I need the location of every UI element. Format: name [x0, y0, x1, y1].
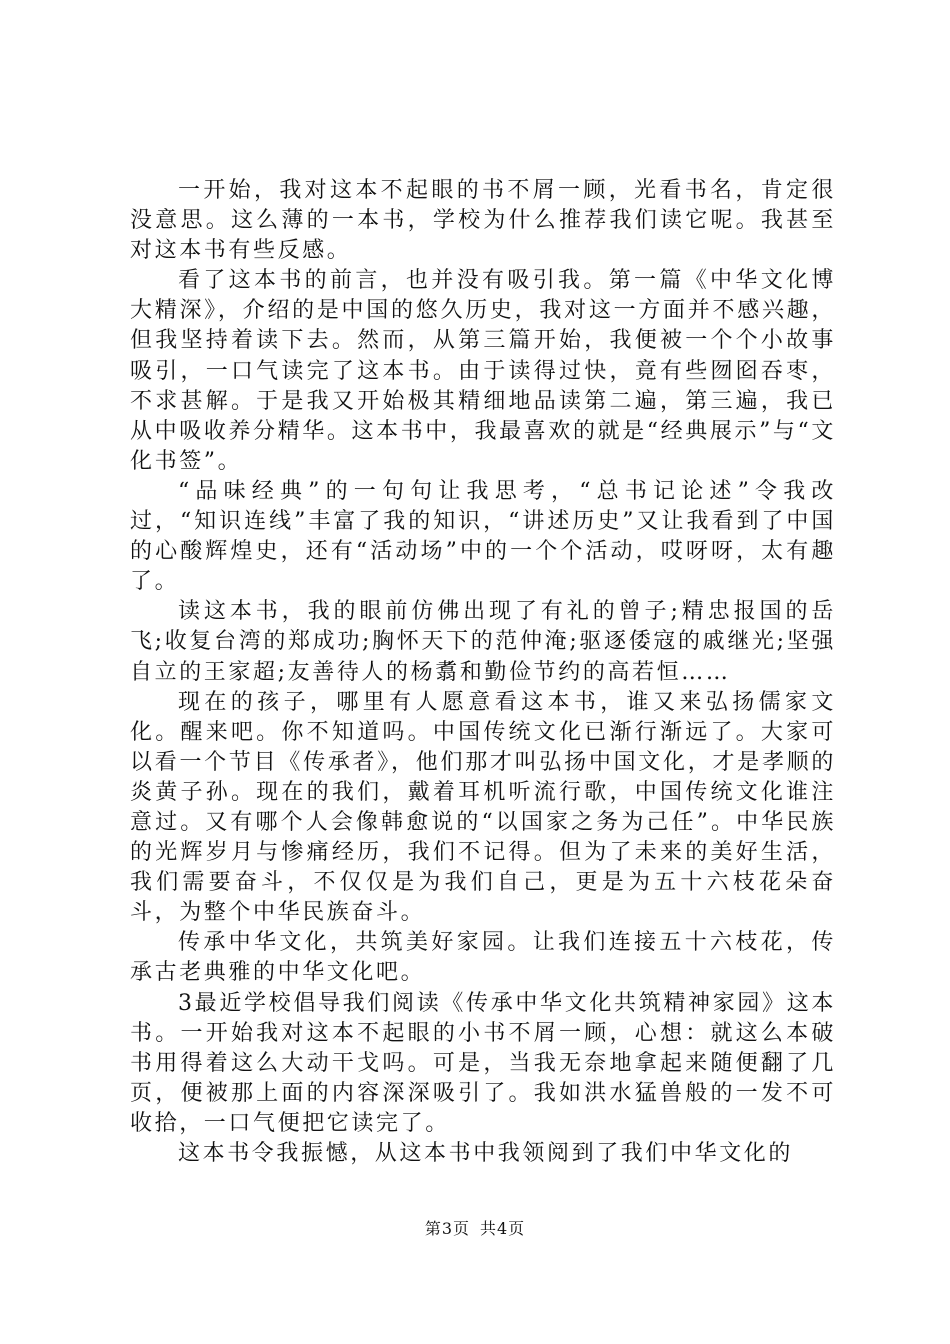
paragraph-6: 传承中华文化，共筑美好家园。让我们连接五十六枝花，传承古老典雅的中华文化吧。: [130, 930, 836, 986]
document-body: [130, 176, 836, 1169]
page-footer: [0, 1216, 950, 1239]
paragraph-8: 这本书令我振憾，从这本书中我领阅到了我们中华文化的: [178, 1141, 794, 1166]
paragraph-3: “品味经典”的一句句让我思考，“总书记论述”令我改过，“知识连线”丰富了我的知识，“讲述历史”又让我看到了中国的心酸辉煌史，还有“活动场”中的一个个活动，哎呀呀，太有趣了。: [130, 478, 836, 595]
paragraph-2: 看了这本书的前言，也并没有吸引我。第一篇《中华文化博大精深》，介绍的是中国的悠久历史，我对这一方面并不感兴趣，但我坚持着读下去。然而，从第三篇开始，我便被一个个小故事吸引，一口气读完了这本书。由于读得过快，竟有些囫囵吞枣，不求甚解。于是我又开始极其精细地品读第二遍，第三遍，我已从中吸收养分精华。这本书中，我最喜欢的就是“经典展示”与“文化书签”。: [130, 268, 836, 474]
paragraph-7: 3最近学校倡导我们阅读《传承中华文化共筑精神家园》这本书。一开始我对这本不起眼的小书不屑一顾，心想：就这么本破书用得着这么大动干戈吗。可是，当我无奈地拿起来随便翻了几页，便被那上面的内容深深吸引了。我如洪水猛兽般的一发不可收拾，一口气便把它读完了。: [130, 990, 836, 1136]
paragraph-5: 现在的孩子，哪里有人愿意看这本书，谁又来弘扬儒家文化。醒来吧。你不知道吗。中国传统文化已渐行渐远了。大家可以看一个节目《传承者》，他们那才叫弘扬中国文化，才是孝顺的炎黄子孙。现在的我们，戴着耳机听流行歌，中国传统文化谁注意过。又有哪个人会像韩愈说的“以国家之务为己任”。中华民族的光辉岁月与惨痛经历，我们不记得。但为了未来的美好生活，我们需要奋斗，不仅仅是为我们自己，更是为五十六枝花朵奋斗，为整个中华民族奋斗。: [130, 689, 836, 926]
page-total: 共4页: [480, 1219, 526, 1238]
paragraph-1: 一开始，我对这本不起眼的书不屑一顾，光看书名，肯定很没意思。这么薄的一本书，学校为什么推荐我们读它呢。我甚至对这本书有些反感。: [130, 178, 836, 264]
page-number: 第3页: [424, 1219, 470, 1238]
paragraph-4: 读这本书，我的眼前仿佛出现了有礼的曾子;精忠报国的岳飞;收复台湾的郑成功;胸怀天下的范仲淹;驱逐倭寇的戚继光;坚强自立的王家超;友善待人的杨翥和勤俭节约的高若恒……: [130, 599, 836, 685]
